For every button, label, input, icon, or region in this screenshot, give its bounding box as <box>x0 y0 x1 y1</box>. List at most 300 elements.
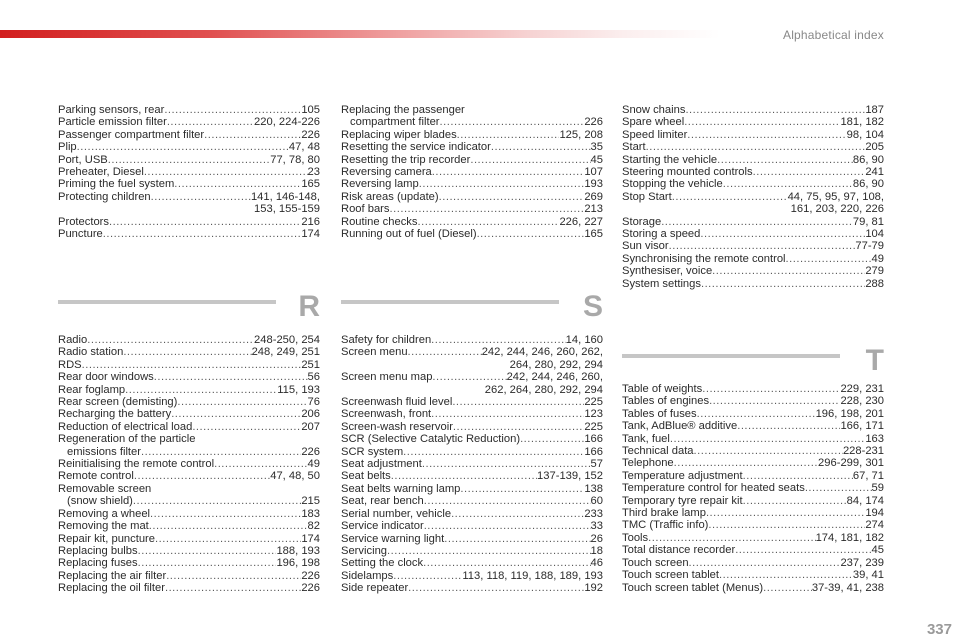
index-entry-line <box>58 154 320 166</box>
index-entry-line <box>58 141 320 153</box>
index-entry <box>622 557 884 569</box>
index-entry-line <box>622 408 884 420</box>
dot-leader <box>735 544 871 556</box>
index-page-refs-continued: 262, 264, 280, 292, 294 <box>484 383 603 396</box>
index-entry-line <box>622 544 884 556</box>
index-term: SCR system <box>341 445 404 458</box>
index-entry <box>622 154 884 166</box>
index-entry-line <box>58 228 320 240</box>
index-entry <box>58 141 320 153</box>
index-page-refs: 57 <box>590 458 603 471</box>
index-term: emissions filter <box>67 445 141 458</box>
index-term: Snow chains <box>622 104 686 116</box>
dot-leader <box>520 433 584 445</box>
index-entry <box>341 495 603 507</box>
index-term: Speed limiter <box>622 128 688 141</box>
index-page-refs: 47, 48 <box>288 141 320 154</box>
index-term: Spare wheel <box>622 116 685 129</box>
index-page-refs: 26 <box>590 532 603 545</box>
index-term: Seat belts <box>341 470 391 483</box>
dot-leader <box>743 495 847 507</box>
index-page-refs: 44, 75, 95, 97, 108, <box>787 190 884 203</box>
dot-leader <box>432 166 585 178</box>
index-entry <box>622 507 884 519</box>
index-page-refs: 76 <box>307 396 320 409</box>
dot-leader <box>393 570 462 582</box>
index-entry-line <box>622 532 884 544</box>
dot-leader <box>154 371 308 383</box>
dot-leader <box>452 396 584 408</box>
section-letter: T <box>865 344 884 377</box>
index-entry <box>622 569 884 581</box>
index-term: Storage <box>622 215 662 228</box>
index-entry <box>622 104 884 116</box>
index-page-refs: 196, 198 <box>276 557 320 570</box>
index-term: Tables of engines <box>622 395 710 408</box>
section-divider <box>58 300 276 304</box>
index-entry <box>58 470 320 482</box>
index-entry <box>622 457 884 469</box>
index-page-refs: 125, 208 <box>559 128 603 141</box>
index-entry <box>58 216 320 228</box>
index-entry <box>58 433 320 445</box>
index-entry-line <box>622 265 884 277</box>
page-number: 337 <box>926 621 952 638</box>
dot-leader <box>138 545 277 557</box>
index-term: Technical data <box>622 445 694 458</box>
index-page-refs: 206 <box>301 408 320 421</box>
index-page-refs: 181, 182 <box>840 116 884 129</box>
index-page-refs: 98, 104 <box>846 128 884 141</box>
index-term: Protectors <box>58 215 109 228</box>
index-page-refs: 205 <box>865 141 884 154</box>
dot-leader <box>646 141 866 153</box>
dot-leader <box>701 278 865 290</box>
index-term: Starting the vehicle <box>622 153 718 166</box>
index-entry <box>622 141 884 153</box>
index-page-refs: 107 <box>584 166 603 179</box>
index-page-refs: 45 <box>590 153 603 166</box>
index-page-refs: 207 <box>301 420 320 433</box>
index-entry-line <box>341 216 603 228</box>
index-entry-line <box>58 520 320 532</box>
index-entry-line <box>58 129 320 141</box>
index-entry <box>58 421 320 433</box>
index-entry-line <box>341 470 603 482</box>
dot-leader <box>451 508 584 520</box>
index-entry-line <box>622 495 884 507</box>
index-entry-line <box>341 116 603 128</box>
index-entry-line <box>622 191 884 203</box>
index-term: Radio station <box>58 346 124 359</box>
index-term: Routine checks <box>341 215 418 228</box>
dot-leader <box>133 495 301 507</box>
index-page-refs: 213 <box>584 203 603 216</box>
index-page-refs: 194 <box>865 507 884 520</box>
index-entry-line <box>622 519 884 531</box>
index-page-refs: 274 <box>865 519 884 532</box>
index-term: Stop Start <box>622 190 672 203</box>
index-term: Resetting the trip recorder <box>341 153 471 166</box>
index-term: Telephone <box>622 457 674 470</box>
index-term: (snow shield) <box>67 495 133 508</box>
index-page-refs: 59 <box>871 482 884 495</box>
index-term: Steering mounted controls <box>622 166 753 179</box>
index-entry-line <box>58 216 320 228</box>
index-entry <box>622 278 884 290</box>
dot-leader <box>674 457 818 469</box>
dot-leader <box>697 408 816 420</box>
dot-leader <box>685 104 865 116</box>
index-term: Priming the fuel system <box>58 178 175 191</box>
dot-leader <box>87 334 254 346</box>
index-entry-line <box>58 104 320 116</box>
dot-leader <box>684 116 840 128</box>
index-page-refs: 196, 198, 201 <box>815 407 884 420</box>
index-entry-line <box>58 557 320 569</box>
index-page-refs: 84, 174 <box>846 494 884 507</box>
index-page-refs: 166 <box>584 445 603 458</box>
index-entry <box>341 116 603 128</box>
index-page-refs: 138 <box>584 482 603 495</box>
index-entry <box>341 334 603 346</box>
dot-leader <box>192 421 301 433</box>
index-page-refs: 279 <box>865 265 884 278</box>
index-term: Tank, AdBlue® additive <box>622 420 738 433</box>
index-entry-line <box>341 228 603 240</box>
index-entry-line <box>622 129 884 141</box>
index-entry-line <box>58 359 320 371</box>
index-column-a-top <box>58 104 320 240</box>
dot-leader <box>708 519 865 531</box>
index-term: Repair kit, puncture <box>58 532 156 545</box>
index-entry <box>622 191 884 216</box>
index-term: Rear foglamp <box>58 383 126 396</box>
index-entry <box>58 359 320 371</box>
index-entry-line <box>58 470 320 482</box>
index-page-refs: 166 <box>584 433 603 446</box>
dot-leader <box>387 545 591 557</box>
index-page-refs: 228-231 <box>842 445 884 458</box>
index-page-refs: 237, 239 <box>840 556 884 569</box>
index-term: Temporary tyre repair kit <box>622 494 743 507</box>
index-entry <box>58 520 320 532</box>
index-entry <box>341 421 603 433</box>
index-page-refs: 49 <box>871 252 884 265</box>
dot-leader <box>689 557 841 569</box>
index-entry <box>58 371 320 383</box>
index-entry-line <box>58 408 320 420</box>
index-term: Risk areas (update) <box>341 190 439 203</box>
index-entry <box>341 346 603 371</box>
dot-leader <box>123 346 251 358</box>
index-entry <box>341 166 603 178</box>
index-entry-line <box>58 495 320 507</box>
section-letter: R <box>298 290 320 323</box>
dot-leader <box>408 582 584 594</box>
index-entry <box>341 570 603 582</box>
index-page-refs: 226 <box>301 128 320 141</box>
index-term: Service warning light <box>341 532 445 545</box>
index-entry <box>58 384 320 396</box>
section-divider <box>622 354 840 358</box>
index-entry-line <box>622 228 884 240</box>
index-entry-line <box>622 216 884 228</box>
index-entry-line <box>341 371 603 383</box>
index-entry-line <box>58 433 320 445</box>
index-entry-line <box>622 457 884 469</box>
index-entry-line <box>622 433 884 445</box>
index-entry-line <box>341 129 603 141</box>
index-page-refs: 165 <box>301 178 320 191</box>
index-term: Screenwash fluid level <box>341 396 453 409</box>
index-term: Running out of fuel (Diesel) <box>341 228 477 241</box>
dot-leader <box>717 154 853 166</box>
index-page-refs: 163 <box>865 432 884 445</box>
dot-leader <box>712 265 865 277</box>
index-term: Replacing wiper blades <box>341 128 457 141</box>
index-term: Port, USB <box>58 153 108 166</box>
index-term: Screen menu <box>341 346 408 359</box>
dot-leader <box>77 141 289 153</box>
index-entry <box>58 495 320 507</box>
index-term: Plip <box>58 141 77 154</box>
index-entry-line <box>622 420 884 432</box>
index-entry-line <box>622 116 884 128</box>
index-term: Rear door windows <box>58 371 154 384</box>
dot-leader <box>491 141 591 153</box>
index-entry <box>341 191 603 203</box>
index-page-refs-continued: 153, 155-159 <box>254 203 320 216</box>
dot-leader <box>431 408 584 420</box>
index-entry <box>622 383 884 395</box>
section-header-r <box>58 290 320 338</box>
index-entry <box>341 557 603 569</box>
index-page-refs: 123 <box>584 408 603 421</box>
index-entry-line <box>58 421 320 433</box>
dot-leader <box>138 557 277 569</box>
index-page-refs: 67, 71 <box>852 469 884 482</box>
index-term: Reinitialising the remote control <box>58 458 215 471</box>
dot-leader <box>477 228 585 240</box>
dot-leader <box>418 216 560 228</box>
index-term: Replacing the air filter <box>58 569 167 582</box>
dot-leader <box>390 203 585 215</box>
dot-leader <box>103 228 302 240</box>
index-term: Temperature control for heated seats <box>622 482 805 495</box>
index-term: Replacing bulbs <box>58 544 138 557</box>
index-entry <box>622 532 884 544</box>
index-entry-line <box>341 508 603 520</box>
index-entry <box>58 483 320 495</box>
index-page-refs: 241 <box>865 166 884 179</box>
index-entry <box>622 445 884 457</box>
index-entry <box>58 334 320 346</box>
index-entry <box>58 166 320 178</box>
index-term: Seat adjustment <box>341 458 422 471</box>
index-entry <box>58 557 320 569</box>
index-page-refs: 269 <box>584 190 603 203</box>
index-column-a-bottom <box>58 334 320 595</box>
index-entry-line <box>58 570 320 582</box>
section-letter: S <box>582 290 603 323</box>
index-term: Side repeater <box>341 582 409 595</box>
dot-leader <box>669 240 856 252</box>
index-entry-line <box>622 557 884 569</box>
index-term: Removable screen <box>58 482 152 495</box>
index-entry-line <box>622 141 884 153</box>
index-entry-line <box>622 445 884 457</box>
dot-leader <box>108 154 270 166</box>
index-entry <box>58 582 320 594</box>
dot-leader <box>150 508 301 520</box>
index-page-refs: 242, 244, 246, 260, 262, <box>481 346 603 359</box>
index-page-refs: 242, 244, 246, 260, <box>506 371 603 384</box>
index-term: Protecting children <box>58 190 151 203</box>
index-entry-line <box>622 178 884 190</box>
index-term: Radio <box>58 334 88 346</box>
dot-leader <box>457 129 560 141</box>
dot-leader <box>694 445 843 457</box>
index-page-refs: 86, 90 <box>852 178 884 191</box>
index-entry <box>341 216 603 228</box>
index-entry-line <box>58 446 320 458</box>
index-entry <box>622 395 884 407</box>
index-term: Setting the clock <box>341 557 424 570</box>
index-entry-line <box>341 570 603 582</box>
dot-leader <box>661 216 853 228</box>
index-entry <box>622 228 884 240</box>
index-entry <box>622 178 884 190</box>
index-page-refs: 115, 193 <box>277 383 320 396</box>
index-entry-line <box>622 104 884 116</box>
index-entry-line <box>622 482 884 494</box>
dot-leader <box>460 483 584 495</box>
index-entry <box>622 216 884 228</box>
dot-leader <box>164 104 301 116</box>
index-term: Reversing lamp <box>341 178 419 191</box>
index-page-refs: 248, 249, 251 <box>251 346 320 359</box>
index-term: Replacing fuses <box>58 557 138 570</box>
index-entry-line <box>58 384 320 396</box>
page-header-title: Alphabetical index <box>782 28 884 42</box>
dot-leader <box>439 191 585 203</box>
index-term: Regeneration of the particle <box>58 433 196 446</box>
index-term: Synthesiser, voice <box>622 265 713 278</box>
index-page-refs: 39, 41 <box>852 569 884 582</box>
index-term: Seat belts warning lamp <box>341 482 461 495</box>
dot-leader <box>177 396 307 408</box>
dot-leader <box>737 420 840 432</box>
dot-leader <box>432 371 506 383</box>
index-entry-line <box>622 395 884 407</box>
index-entry-line <box>58 545 320 557</box>
index-term: Reversing camera <box>341 166 432 179</box>
index-entry <box>622 265 884 277</box>
dot-leader <box>149 520 308 532</box>
index-entry-line <box>58 178 320 190</box>
index-page-refs: 187 <box>865 104 884 116</box>
index-term: Resetting the service indicator <box>341 141 491 154</box>
index-entry-line <box>622 569 884 581</box>
index-page-refs: 77-79 <box>855 240 884 253</box>
index-column-b-top <box>341 104 603 240</box>
index-page-refs: 33 <box>590 520 603 533</box>
index-entry <box>341 371 603 396</box>
index-page-refs: 45 <box>871 544 884 557</box>
index-page-refs: 82 <box>307 520 320 533</box>
index-column-c-bottom <box>622 383 884 594</box>
index-entry-line <box>622 278 884 290</box>
dot-leader <box>687 129 846 141</box>
index-entry <box>58 408 320 420</box>
index-entry <box>622 129 884 141</box>
dot-leader <box>424 520 591 532</box>
index-entry <box>341 582 603 594</box>
index-term: Reduction of electrical load <box>58 420 193 433</box>
index-page-refs: 18 <box>590 544 603 557</box>
dot-leader <box>422 458 591 470</box>
dot-leader <box>719 569 853 581</box>
index-entry-line <box>58 396 320 408</box>
index-term: Rear screen (demisting) <box>58 396 178 409</box>
index-entry-line <box>58 458 320 470</box>
index-entry <box>58 346 320 358</box>
index-entry-line <box>341 191 603 203</box>
index-entry <box>622 495 884 507</box>
index-page-refs: 226, 227 <box>559 215 603 228</box>
index-term: Puncture <box>58 228 103 241</box>
index-entry-line <box>58 533 320 545</box>
index-entry <box>622 116 884 128</box>
index-page-refs: 137-139, 152 <box>537 470 603 483</box>
index-entry-line <box>622 470 884 482</box>
dot-leader <box>419 178 585 190</box>
index-entry <box>622 544 884 556</box>
index-term: TMC (Traffic info) <box>622 519 709 532</box>
index-entry-line <box>341 334 603 346</box>
dot-leader <box>134 470 270 482</box>
index-entry <box>58 545 320 557</box>
index-entry <box>58 508 320 520</box>
index-entry-line <box>341 545 603 557</box>
index-page-refs: 193 <box>584 178 603 191</box>
index-term: Touch screen tablet <box>622 569 720 582</box>
index-entry <box>622 240 884 252</box>
index-page-refs: 233 <box>584 507 603 520</box>
dot-leader <box>125 384 277 396</box>
index-page-refs: 77, 78, 80 <box>270 153 320 166</box>
index-entry <box>58 396 320 408</box>
index-entry-line <box>341 408 603 420</box>
dot-leader <box>144 166 308 178</box>
index-page-refs: 225 <box>584 396 603 409</box>
index-term: Replacing the passenger <box>341 104 465 116</box>
index-entry-line <box>622 582 884 594</box>
index-term: Stopping the vehicle <box>622 178 723 191</box>
dot-leader <box>470 154 590 166</box>
index-term: SCR (Selective Catalytic Reduction) <box>341 433 521 446</box>
dot-leader <box>706 507 865 519</box>
index-entry <box>622 482 884 494</box>
index-entry <box>341 458 603 470</box>
index-term: System settings <box>622 277 701 290</box>
index-entry <box>622 166 884 178</box>
index-term: Preheater, Diesel <box>58 166 144 179</box>
index-term: compartment filter <box>350 116 440 129</box>
index-page-refs: 46 <box>590 557 603 570</box>
index-page-refs: 220, 224-226 <box>254 116 320 129</box>
